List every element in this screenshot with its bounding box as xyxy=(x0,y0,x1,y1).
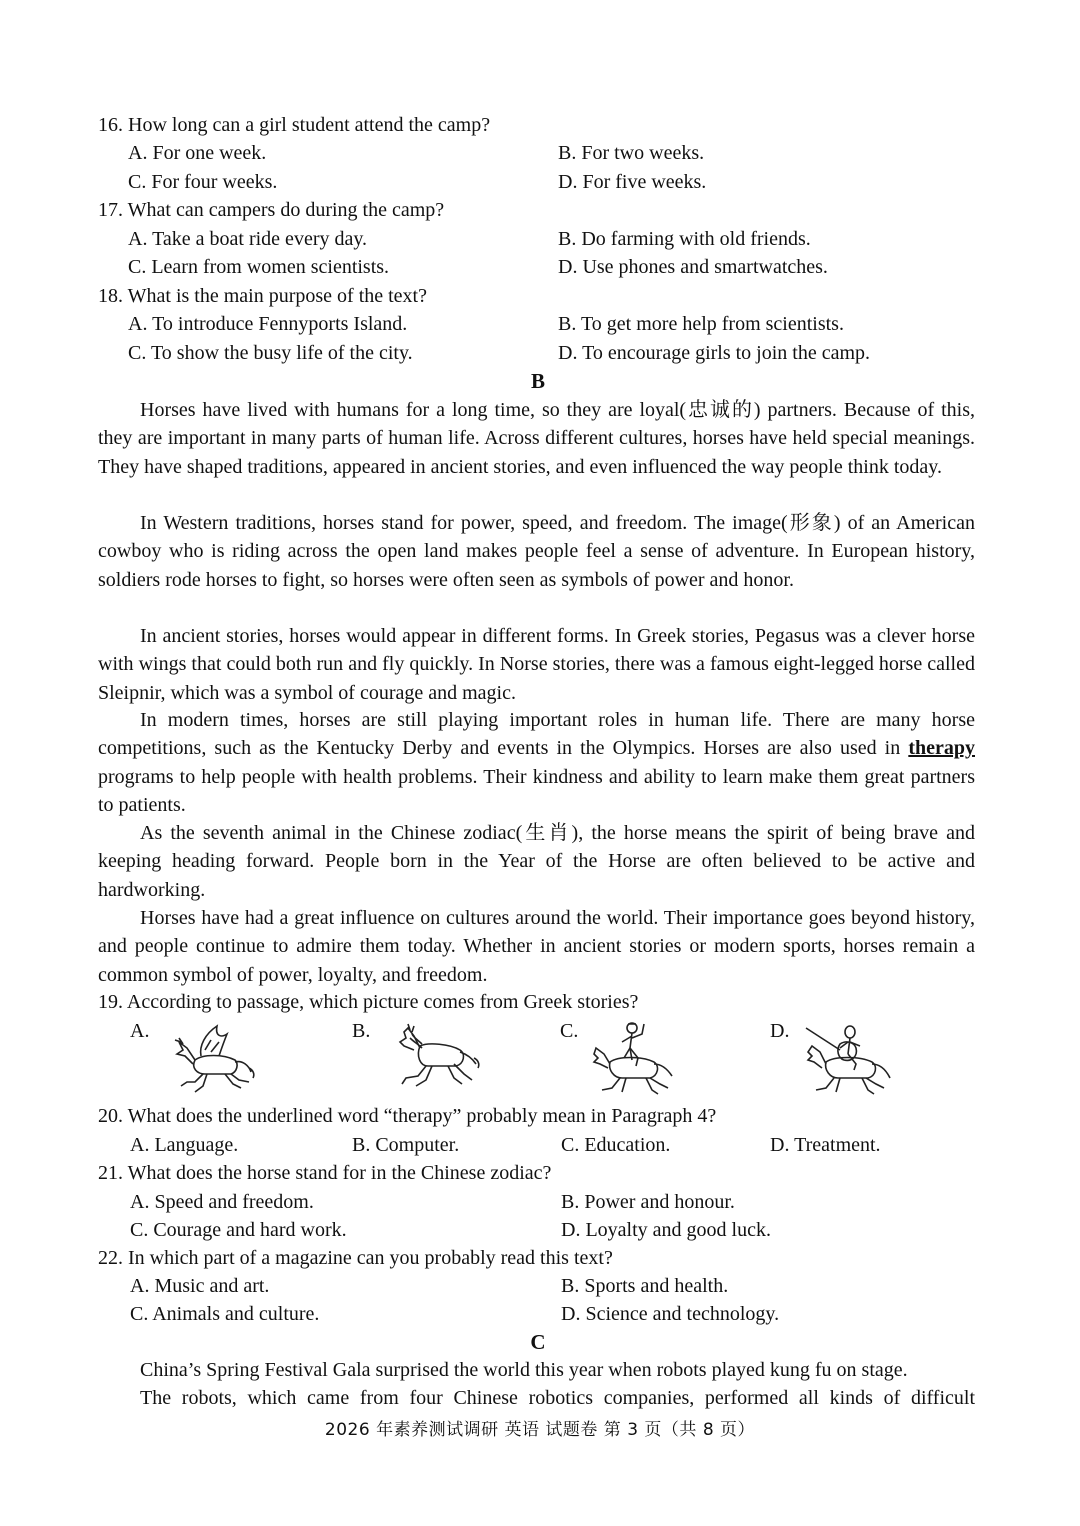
question-17-option-d: D. Use phones and smartwatches. xyxy=(558,256,828,278)
question-22-option-b: B. Sports and health. xyxy=(561,1275,729,1297)
question-22-stem: 22. In which part of a magazine can you probably read this text? xyxy=(98,1247,613,1269)
question-17-stem: 17. What can campers do during the camp? xyxy=(98,199,445,221)
question-16-option-c: C. For four weeks. xyxy=(128,171,278,193)
section-b-heading: B xyxy=(530,369,545,393)
question-18-option-b: B. To get more help from scientists. xyxy=(558,313,844,335)
question-18-option-a: A. To introduce Fennyports Island. xyxy=(128,313,408,335)
question-20-option-b: B. Computer. xyxy=(352,1134,460,1156)
question-17-option-c: C. Learn from women scientists. xyxy=(128,256,390,278)
question-21-option-c: C. Courage and hard work. xyxy=(130,1219,347,1241)
horse-with-rider-picture xyxy=(588,1018,680,1100)
question-22-option-d: D. Science and technology. xyxy=(561,1303,780,1325)
question-18-option-c: C. To show the busy life of the city. xyxy=(128,342,413,364)
question-19-stem: 19. According to passage, which picture comes from Greek stories? xyxy=(98,991,639,1013)
passage-c-line-2: The robots, which came from four Chinese robotics companies, performed all kinds of difficult xyxy=(140,1387,975,1409)
passage-b-paragraph-5: As the seventh animal in the Chinese zodiac(生肖), the horse means the spirit of being brave and keeping heading forward. People born in the Year of the Horse are often believed to be active and hardworking. xyxy=(98,822,975,901)
question-19-option-c-label: C. xyxy=(560,1020,579,1042)
passage-c-line-1: China’s Spring Festival Gala surprised the world this year when robots played kung fu on stage. xyxy=(140,1359,908,1381)
galloping-horse-picture xyxy=(392,1022,484,1094)
question-16-option-d: D. For five weeks. xyxy=(558,171,707,193)
underlined-word-therapy: therapy xyxy=(908,737,975,760)
question-22-option-c: C. Animals and culture. xyxy=(130,1303,320,1325)
winged-horse-picture xyxy=(165,1020,257,1102)
question-20-stem: 20. What does the underlined word “therapy” probably mean in Paragraph 4? xyxy=(98,1105,717,1127)
passage-b-paragraph-4 xyxy=(98,706,975,820)
question-21-option-d: D. Loyalty and good luck. xyxy=(561,1219,771,1241)
passage-b-paragraph-3: In ancient stories, horses would appear in different forms. In Greek stories, Pegasus was a clever horse with wings that could both run and fly quickly. In Norse stories, there was a famous eight-legged horse called Sleipnir, which was a symbol of courage and magic. xyxy=(98,625,975,704)
question-19-option-a-label: A. xyxy=(130,1020,150,1042)
passage-b-paragraph-2: In Western traditions, horses stand for power, speed, and freedom. The image(形象) of an American cowboy who is riding across the open land makes people feel a sense of adventure. In European history, soldiers rode horses to fight, so horses were often seen as symbols of power and honor. xyxy=(98,512,975,591)
page-footer: 2026 年素养测试调研 英语 试题卷 第 3 页（共 8 页） xyxy=(324,1420,756,1440)
question-16-stem: 16. How long can a girl student attend the camp? xyxy=(98,114,491,136)
knight-on-horse-picture xyxy=(800,1020,900,1102)
question-17-option-b: B. Do farming with old friends. xyxy=(558,228,811,250)
p4-text-after: programs to help people with health problems. Their kindness and ability to learn make them great partners to patients. xyxy=(98,765,975,817)
question-18-option-d: D. To encourage girls to join the camp. xyxy=(558,342,871,364)
question-20-option-a: A. Language. xyxy=(130,1134,239,1156)
section-c-heading: C xyxy=(530,1330,546,1354)
question-21-option-b: B. Power and honour. xyxy=(561,1191,735,1213)
question-20-option-d: D. Treatment. xyxy=(770,1134,881,1156)
passage-b-paragraph-6: Horses have had a great influence on cultures around the world. Their importance goes beyond history, and people continue to admire them today. Whether in ancient stories or modern sports, horses remain a common symbol of power, loyalty, and freedom. xyxy=(98,907,975,986)
question-21-stem: 21. What does the horse stand for in the Chinese zodiac? xyxy=(98,1162,552,1184)
question-16-option-b: B. For two weeks. xyxy=(558,142,705,164)
question-21-option-a: A. Speed and freedom. xyxy=(130,1191,314,1213)
question-17-option-a: A. Take a boat ride every day. xyxy=(128,228,368,250)
question-19-option-b-label: B. xyxy=(352,1020,371,1042)
passage-b-paragraph-1: Horses have lived with humans for a long time, so they are loyal(忠诚的) partners. Because of this, they are important in many parts of human life. Across different cultures, horses have held special meanings. They have shaped traditions, appeared in ancient stories, and even influenced the way people think today. xyxy=(98,399,975,478)
question-20-option-c: C. Education. xyxy=(561,1134,671,1156)
question-22-option-a: A. Music and art. xyxy=(130,1275,270,1297)
question-16-option-a: A. For one week. xyxy=(128,142,267,164)
p4-text-before: In modern times, horses are still playing important roles in human life. There are many horse competitions, such as the Kentucky Derby and events in the Olympics. Horses are also used in xyxy=(98,709,975,760)
question-19-option-d-label: D. xyxy=(770,1020,790,1042)
question-18-stem: 18. What is the main purpose of the text? xyxy=(98,285,427,307)
